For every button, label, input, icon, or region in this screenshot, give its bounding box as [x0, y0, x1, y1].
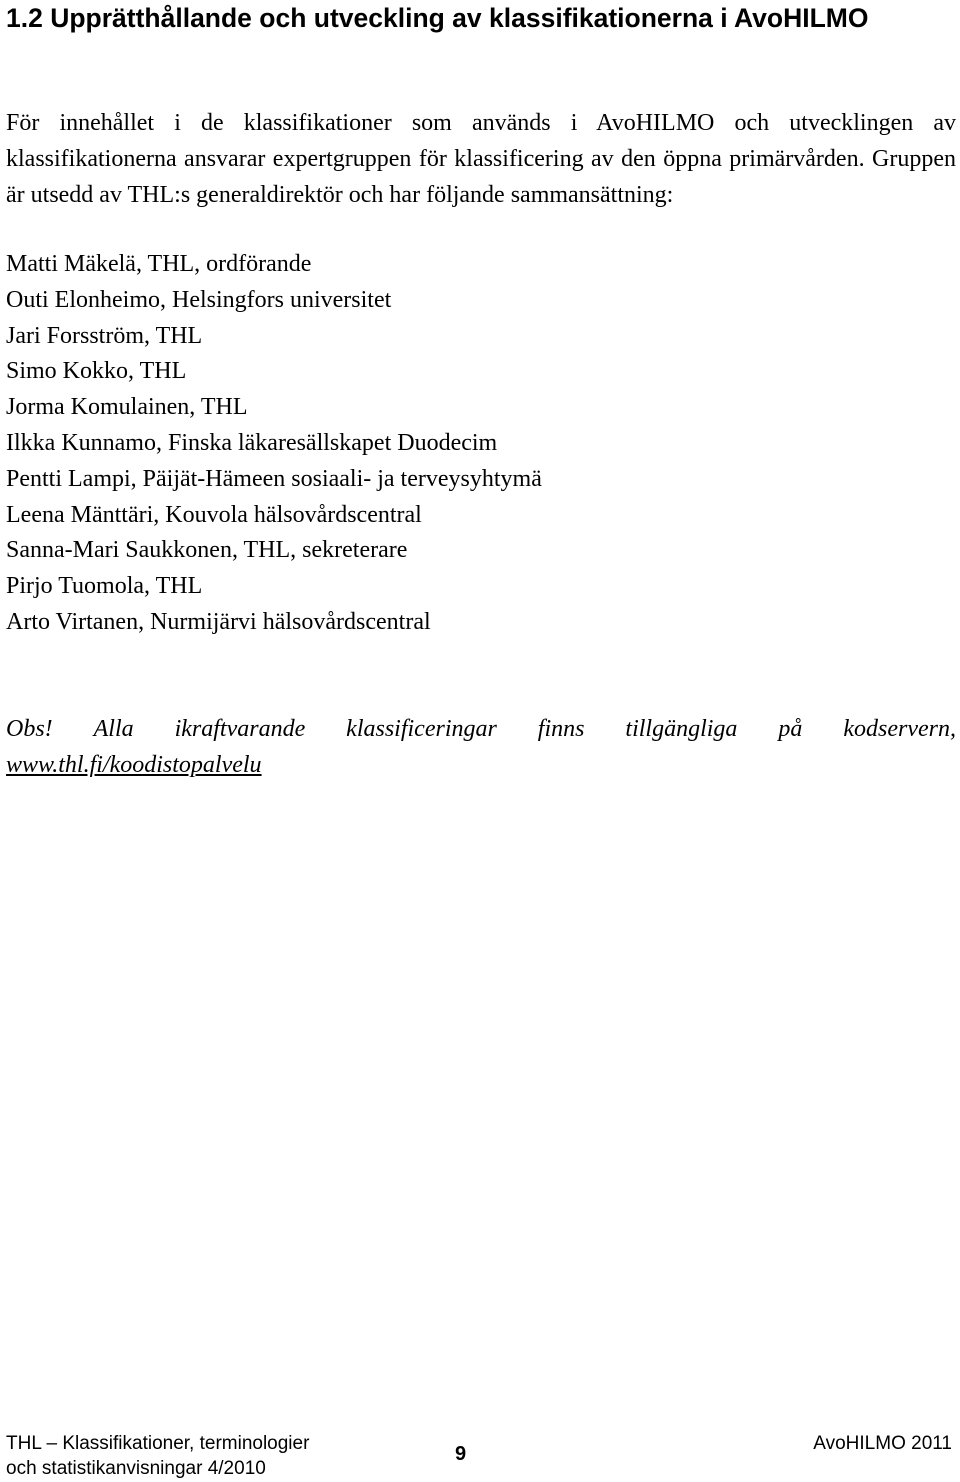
member-item: Arto Virtanen, Nurmijärvi hälsovårdscentral [6, 608, 431, 635]
member-item: Sanna-Mari Saukkonen, THL, sekreterare [6, 537, 408, 564]
member-list [6, 247, 946, 641]
member-item: Jorma Komulainen, THL [6, 394, 248, 421]
note-word: finns [537, 716, 585, 742]
member-item: Jari Forsström, THL [6, 322, 203, 349]
koodistopalvelu-link[interactable]: www.thl.fi/koodistopalvelu [6, 752, 262, 778]
member-item: Leena Mänttäri, Kouvola hälsovårdscentral [6, 501, 422, 528]
note-word: Alla [93, 716, 134, 742]
member-item: Simo Kokko, THL [6, 358, 187, 385]
note-first-line [6, 711, 956, 747]
footer-publication-line1: THL – Klassifikationer, terminologier [6, 1433, 310, 1454]
member-item: Ilkka Kunnamo, Finska läkaresällskapet Duodecim [6, 429, 498, 456]
member-item: Pentti Lampi, Päijät-Hämeen sosiaali- ja terveysyhtymä [6, 465, 542, 492]
member-item: Matti Mäkelä, THL, ordförande [6, 251, 312, 277]
page-number: 9 [455, 1443, 467, 1465]
note-word: tillgängliga [625, 716, 738, 742]
note-word: klassificeringar [346, 716, 497, 742]
note-paragraph [6, 711, 956, 783]
note-word: ikraftvarande [174, 716, 306, 742]
footer-document-title: AvoHILMO 2011 [813, 1433, 952, 1454]
member-item: Outi Elonheimo, Helsingfors universitet [6, 286, 392, 313]
footer-publication [6, 1431, 309, 1481]
note-word: på [778, 716, 803, 742]
note-word: Obs! [6, 716, 53, 742]
intro-paragraph: För innehållet i de klassifikationer som används i AvoHILMO och utvecklingen av klassifikationerna ansvarar expertgruppen för klassificering av den öppna primärvården. Gruppen är utsedd av THL:s generaldirektör och har följande sammansättning: [6, 110, 956, 208]
member-item: Pirjo Tuomola, THL [6, 573, 203, 600]
footer-publication-line2: och statistikanvisningar 4/2010 [6, 1458, 266, 1479]
note-word: kodservern, [843, 716, 956, 742]
section-heading: 1.2 Upprätthållande och utveckling av klassifikationerna i AvoHILMO [6, 3, 869, 33]
